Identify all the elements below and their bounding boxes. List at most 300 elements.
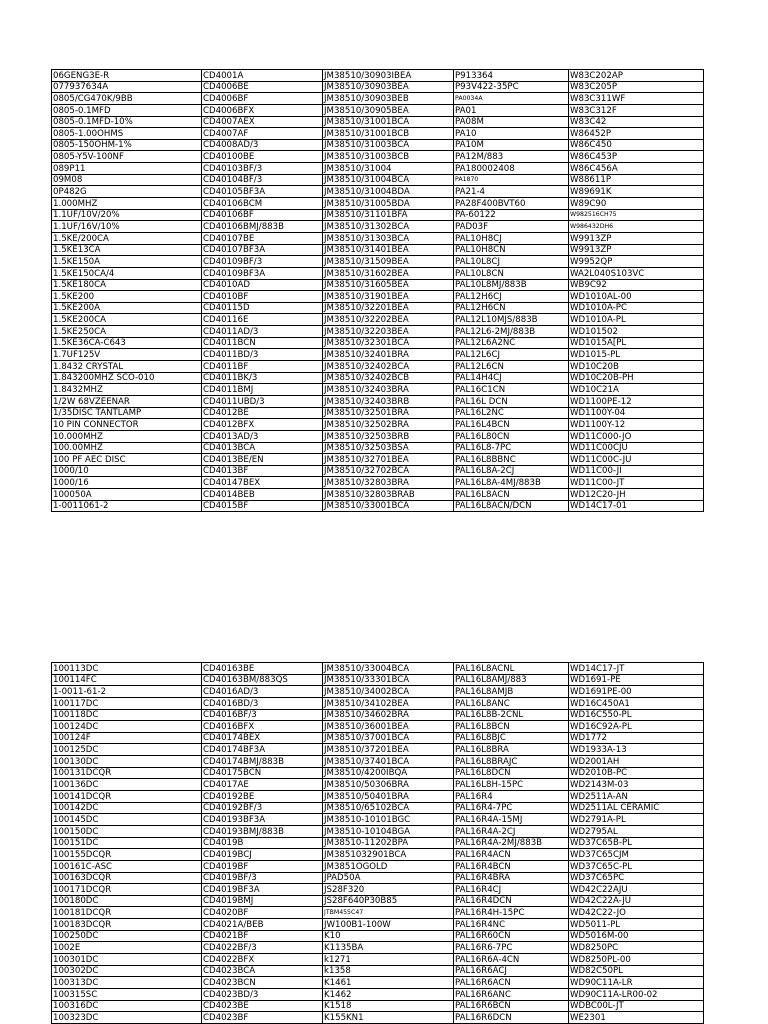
table-cell: CD4011BCN <box>202 337 323 349</box>
table-cell: W83C205P <box>569 81 704 93</box>
table-cell: 1.5KE36CA-C643 <box>52 337 202 349</box>
table-cell: JM38510/32203BEA <box>323 326 454 338</box>
table-cell: 09M08 <box>52 174 202 186</box>
table-cell: K155KN1 <box>323 1012 454 1024</box>
table-row <box>52 361 704 373</box>
table-cell: PAL16L8H-15PC <box>454 779 569 791</box>
table-cell: CD4006BFX <box>202 104 323 116</box>
table-cell: WB9C92 <box>569 279 704 291</box>
table-cell: CD4010AD <box>202 279 323 291</box>
table-cell: W88611P <box>569 174 704 186</box>
table-row <box>52 942 704 954</box>
table-cell: WD16C550-PL <box>569 709 704 721</box>
table-cell: 100161C-ASC <box>52 860 202 872</box>
table-cell: CD40100BE <box>202 151 323 163</box>
table-cell: JM38510/32301BCA <box>323 337 454 349</box>
table-cell: W86C453P <box>569 151 704 163</box>
table-cell: PAL16R4NC <box>454 919 569 931</box>
table-cell: WD2791A-PL <box>569 814 704 826</box>
table-cell: JM38510/36001BEA <box>323 721 454 733</box>
table-cell: JM38510/31401BEA <box>323 244 454 256</box>
table-cell: PAL16R4ACN <box>454 849 569 861</box>
table-cell: PAL10L8CN <box>454 267 569 279</box>
table-cell: 100118DC <box>52 709 202 721</box>
table-cell: JM38510/30903BEB <box>323 93 454 105</box>
table-cell: WD1010A-PC <box>569 302 704 314</box>
table-cell: PAL10H8CJ <box>454 232 569 244</box>
table-cell: JM38510/65102BCA <box>323 802 454 814</box>
table-cell: PA08M <box>454 116 569 128</box>
table-cell: PAL16L4BCN <box>454 419 569 431</box>
table-cell: P913364 <box>454 70 569 82</box>
table-cell: PAL16R4A-2MJ/883B <box>454 837 569 849</box>
table-cell: CD40106BF <box>202 209 323 221</box>
table-cell: WD90C11A-LR00-02 <box>569 988 704 1000</box>
table-cell: 100316DC <box>52 1000 202 1012</box>
table-cell: WD11C00-JI <box>569 465 704 477</box>
table-cell: 100 PF AEC DISC <box>52 454 202 466</box>
table-row <box>52 163 704 175</box>
table-cell: PA12M/883 <box>454 151 569 163</box>
table-cell: 100181DCQR <box>52 907 202 919</box>
table-cell: CD4014BEB <box>202 489 323 501</box>
table-row <box>52 814 704 826</box>
table-cell: PAL16R4-7PC <box>454 802 569 814</box>
table-cell: 100301DC <box>52 954 202 966</box>
table-cell: 100131DCQR <box>52 767 202 779</box>
table-row <box>52 756 704 768</box>
table-cell: W83C312F <box>569 104 704 116</box>
table-cell: 1.5KE180CA <box>52 279 202 291</box>
table-cell: JM38510/32403BRA <box>323 384 454 396</box>
table-cell: JTBM455C47 <box>323 907 454 919</box>
table-cell: WD2143M-03 <box>569 779 704 791</box>
table-cell: WD2511AL CERAMIC <box>569 802 704 814</box>
table-row <box>52 430 704 442</box>
table-row <box>52 442 704 454</box>
table-cell: 10.000MHZ <box>52 430 202 442</box>
table-cell: JM38510/31001BCA <box>323 116 454 128</box>
table-cell: CD4021A/BEB <box>202 919 323 931</box>
table-cell: CD4022BFX <box>202 954 323 966</box>
table-cell: JM38510/32201BEA <box>323 302 454 314</box>
table-row <box>52 302 704 314</box>
table-cell: 100315SC <box>52 988 202 1000</box>
table-cell: CD4013BE/EN <box>202 454 323 466</box>
table-cell: CD40174BMJ/883B <box>202 756 323 768</box>
table-cell: PAL12L6CJ <box>454 349 569 361</box>
table-cell: W83C202AP <box>569 70 704 82</box>
table-cell: JS28F640P30B85 <box>323 895 454 907</box>
table-cell: PA180002408 <box>454 163 569 175</box>
table-cell: CD4016BFX <box>202 721 323 733</box>
table-cell: CD4011BK/3 <box>202 372 323 384</box>
table-cell: PAL16R6ACN <box>454 977 569 989</box>
table-cell: 100125DC <box>52 744 202 756</box>
table-cell: JM38510/32803BRA <box>323 477 454 489</box>
table-cell: CD4006BE <box>202 81 323 93</box>
table-cell: 100150DC <box>52 825 202 837</box>
table-cell: WD10C21A <box>569 384 704 396</box>
table-cell: WD8250PL-00 <box>569 954 704 966</box>
table-cell: PAL16R6DCN <box>454 1012 569 1024</box>
table-cell: WD37C65PC <box>569 872 704 884</box>
table-cell: PA21-4 <box>454 186 569 198</box>
table-cell: WD42C22A-JU <box>569 895 704 907</box>
parts-table-bottom <box>51 662 704 1024</box>
table-row <box>52 954 704 966</box>
table-row <box>52 326 704 338</box>
table-cell: CD40109BF3A <box>202 267 323 279</box>
table-row <box>52 779 704 791</box>
table-cell: WD16C450A1 <box>569 697 704 709</box>
table-cell: 100124F <box>52 732 202 744</box>
table-cell: CD4019BMJ <box>202 895 323 907</box>
table-cell: WD1691-PE <box>569 674 704 686</box>
table-cell: CD40163BE <box>202 663 323 675</box>
table-cell: CD40106BCM <box>202 198 323 210</box>
table-cell: WA2L040S103VC <box>569 267 704 279</box>
table-cell: WD1100Y-04 <box>569 407 704 419</box>
table-cell: PAL16R4BCN <box>454 860 569 872</box>
table-cell: CD4023BD/3 <box>202 988 323 1000</box>
table-cell: 1.5KE/200CA <box>52 232 202 244</box>
table-cell: CD4013BF <box>202 465 323 477</box>
table-cell: JM38510/32803BRAB <box>323 489 454 501</box>
table-cell: PA0034A <box>454 93 569 105</box>
table-cell: 1.8432MHZ <box>52 384 202 396</box>
table-cell: PAL16R4A-15MJ <box>454 814 569 826</box>
table-cell: WD2795AL <box>569 825 704 837</box>
table-cell: 1.843200MHZ SCO-010 <box>52 372 202 384</box>
table-cell: WD16C92A-PL <box>569 721 704 733</box>
table-cell: JM38510/32502BRA <box>323 419 454 431</box>
table-cell: 1-0011061-2 <box>52 500 202 512</box>
table-cell: CD4016BD/3 <box>202 697 323 709</box>
table-cell: 100155DCQR <box>52 849 202 861</box>
table-row <box>52 674 704 686</box>
table-row <box>52 477 704 489</box>
table-cell: JM38510/37201BEA <box>323 744 454 756</box>
table-cell: CD40115D <box>202 302 323 314</box>
table-cell: PAL16L8A-4MJ/883B <box>454 477 569 489</box>
table-cell: 100.00MHZ <box>52 442 202 454</box>
table-row <box>52 500 704 512</box>
table-row <box>52 349 704 361</box>
table-cell: WD42C22-JO <box>569 907 704 919</box>
table-cell: CD40174BF3A <box>202 744 323 756</box>
table-cell: JM38510/31509BEA <box>323 256 454 268</box>
table-row <box>52 104 704 116</box>
table-cell: PAL12L6-2MJ/883B <box>454 326 569 338</box>
table-cell: JM38510/37401BCA <box>323 756 454 768</box>
table-cell: PAL16L8AMJ/883 <box>454 674 569 686</box>
table-cell: PAL16L8ACN/DCN <box>454 500 569 512</box>
table-cell: WD1010A-PL <box>569 314 704 326</box>
table-cell: PAL12L10MJS/883B <box>454 314 569 326</box>
table-cell: PA10M <box>454 139 569 151</box>
table-cell: WD2511A-AN <box>569 791 704 803</box>
table-cell: JPAD50A <box>323 872 454 884</box>
table-cell: 0805-1.00OHMS <box>52 128 202 140</box>
table-cell: PAL12H6CN <box>454 302 569 314</box>
table-cell: JM38510/32702BCA <box>323 465 454 477</box>
table-cell: CD40106BMJ/883B <box>202 221 323 233</box>
table-row <box>52 454 704 466</box>
table-row <box>52 791 704 803</box>
table-cell: WD1015A[PL <box>569 337 704 349</box>
table-cell: CD4011BMJ <box>202 384 323 396</box>
table-cell: 100141DCQR <box>52 791 202 803</box>
table-row <box>52 1000 704 1012</box>
table-cell: CD40163BM/883QS <box>202 674 323 686</box>
table-cell: WD1933A-13 <box>569 744 704 756</box>
table-cell: JM38510/32501BRA <box>323 407 454 419</box>
table-cell: WD11C00-JT <box>569 477 704 489</box>
table-cell: PAL16R6ACJ <box>454 965 569 977</box>
table-cell: JS28F320 <box>323 884 454 896</box>
table-cell: WD5011-PL <box>569 919 704 931</box>
table-cell: JM38510/31003BCB <box>323 151 454 163</box>
table-cell: JM38510/34102BEA <box>323 697 454 709</box>
table-cell: PAL16L DCN <box>454 395 569 407</box>
table-row <box>52 686 704 698</box>
table-cell: JM38510-10104BGA <box>323 825 454 837</box>
table-cell: WE2301 <box>569 1012 704 1024</box>
table-row <box>52 128 704 140</box>
table-cell: PAL16L8ANC <box>454 697 569 709</box>
table-cell: CD4022BF/3 <box>202 942 323 954</box>
table-cell: 06GENG3E-R <box>52 70 202 82</box>
table-cell: PAL16L8BJC <box>454 732 569 744</box>
table-cell: PAL16C1CN <box>454 384 569 396</box>
table-cell: 1.8432 CRYSTAL <box>52 361 202 373</box>
table-cell: CD4020BF <box>202 907 323 919</box>
table-cell: CD40174BEX <box>202 732 323 744</box>
table-cell: WD1100PE-12 <box>569 395 704 407</box>
table-cell: CD40107BF3A <box>202 244 323 256</box>
table-cell: WD37C65B-PL <box>569 837 704 849</box>
table-cell: W9952QP <box>569 256 704 268</box>
table-cell: JM38510/31004BDA <box>323 186 454 198</box>
table-cell: JM38510/31001BCB <box>323 128 454 140</box>
table-cell: PAL16L8AMJB <box>454 686 569 698</box>
table-cell: WD11C00CJU <box>569 442 704 454</box>
table-cell: JM38510/31302BCA <box>323 221 454 233</box>
table-row <box>52 419 704 431</box>
table-row <box>52 186 704 198</box>
table-cell: PAL10L8CJ <box>454 256 569 268</box>
table-cell: PAL16L8B-2CNL <box>454 709 569 721</box>
table-cell: JM38510/34602BRA <box>323 709 454 721</box>
table-cell: JM38510/50401BRA <box>323 791 454 803</box>
table-cell: JM38510/33004BCA <box>323 663 454 675</box>
table-cell: CD40193BF3A <box>202 814 323 826</box>
table-row <box>52 837 704 849</box>
table-cell: 100250DC <box>52 930 202 942</box>
table-cell: JM38510/31003BCA <box>323 139 454 151</box>
table-cell: CD4019BF <box>202 860 323 872</box>
table-cell: PAL16R6BCN <box>454 1000 569 1012</box>
table-cell: 1002E <box>52 942 202 954</box>
table-row <box>52 977 704 989</box>
table-cell: PAL12L6CN <box>454 361 569 373</box>
table-cell: W89691K <box>569 186 704 198</box>
table-row <box>52 70 704 82</box>
table-row <box>52 407 704 419</box>
table-row <box>52 198 704 210</box>
table-row <box>52 849 704 861</box>
table-cell: 1.5KE200A <box>52 302 202 314</box>
table-cell: 077937634A <box>52 81 202 93</box>
table-row <box>52 174 704 186</box>
table-cell: CD4016AD/3 <box>202 686 323 698</box>
table-row <box>52 860 704 872</box>
table-cell: CD40192BF/3 <box>202 802 323 814</box>
table-cell: K1135BA <box>323 942 454 954</box>
table-cell: CD4007AEX <box>202 116 323 128</box>
table-cell: PAL16L8BCN <box>454 721 569 733</box>
table-cell: WD8250PC <box>569 942 704 954</box>
table-row <box>52 93 704 105</box>
table-cell: WD90C11A-LR <box>569 977 704 989</box>
table-cell: JM38510/32503BSA <box>323 442 454 454</box>
table-cell: JM38510/4200IBQA <box>323 767 454 779</box>
table-row <box>52 988 704 1000</box>
table-cell: CD4011UBD/3 <box>202 395 323 407</box>
table-row <box>52 709 704 721</box>
table-cell: CD4012BE <box>202 407 323 419</box>
table-cell: PAD03F <box>454 221 569 233</box>
table-cell: WD14C17-JT <box>569 663 704 675</box>
table-cell: CD40193BMJ/883B <box>202 825 323 837</box>
table-cell: 100180DC <box>52 895 202 907</box>
table-cell: JM38510/30903IBEA <box>323 70 454 82</box>
table-row <box>52 767 704 779</box>
table-cell: W83C311WF <box>569 93 704 105</box>
table-cell: PAL16L8DCN <box>454 767 569 779</box>
table-row <box>52 337 704 349</box>
table-cell: JM3851032901BCA <box>323 849 454 861</box>
table-cell: PA1870 <box>454 174 569 186</box>
table-cell: 1-0011-61-2 <box>52 686 202 698</box>
table-cell: 0P482G <box>52 186 202 198</box>
table-cell: 100124DC <box>52 721 202 733</box>
table-cell: CD4015BF <box>202 500 323 512</box>
table-row <box>52 209 704 221</box>
table-cell: 100113DC <box>52 663 202 675</box>
table-cell: PAL16L2NC <box>454 407 569 419</box>
table-row <box>52 489 704 501</box>
table-cell: 089P11 <box>52 163 202 175</box>
table-cell: JM38510/32402BCA <box>323 361 454 373</box>
table-row <box>52 965 704 977</box>
table-cell: CD4011AD/3 <box>202 326 323 338</box>
table-row <box>52 384 704 396</box>
table-cell: W982516CH75 <box>569 209 704 221</box>
table-cell: 100136DC <box>52 779 202 791</box>
table-cell: W89C90 <box>569 198 704 210</box>
table-cell: JM38510/31602BEA <box>323 267 454 279</box>
table-cell: CD4023BF <box>202 1012 323 1024</box>
table-cell: CD40116E <box>202 314 323 326</box>
table-cell: 1.5KE13CA <box>52 244 202 256</box>
table-cell: K10 <box>323 930 454 942</box>
table-cell: WD2010B-PC <box>569 767 704 779</box>
table-cell: WD1010AL-00 <box>569 291 704 303</box>
table-row <box>52 151 704 163</box>
table-row <box>52 256 704 268</box>
table-cell: PAL16R4H-15PC <box>454 907 569 919</box>
table-cell: 1.5KE250CA <box>52 326 202 338</box>
table-cell: CD4019BCJ <box>202 849 323 861</box>
table-cell: CD40105BF3A <box>202 186 323 198</box>
table-cell: 10 PIN CONNECTOR <box>52 419 202 431</box>
table-cell: PAL12H6CJ <box>454 291 569 303</box>
table-cell: JM38510/31004 <box>323 163 454 175</box>
table-cell: WD37C65CJM <box>569 849 704 861</box>
table-cell: JM38510/31101BFA <box>323 209 454 221</box>
table-cell: CD4013AD/3 <box>202 430 323 442</box>
table-cell: CD4012BFX <box>202 419 323 431</box>
table-cell: 100114FC <box>52 674 202 686</box>
table-row <box>52 802 704 814</box>
table-cell: PAL16L8BRA <box>454 744 569 756</box>
table-cell: 0805-0.1MFD-10% <box>52 116 202 128</box>
table-row <box>52 465 704 477</box>
table-row <box>52 116 704 128</box>
table-cell: 1.5KE200CA <box>52 314 202 326</box>
table-cell: CD4017AE <box>202 779 323 791</box>
table-cell: 1000/10 <box>52 465 202 477</box>
table-cell: JM38510/32402BCB <box>323 372 454 384</box>
table-cell: CD4011BD/3 <box>202 349 323 361</box>
table-cell: CD4023BCN <box>202 977 323 989</box>
table-cell: JM38510/33301BCA <box>323 674 454 686</box>
table-cell: 100163DCQR <box>52 872 202 884</box>
table-cell: W86C450 <box>569 139 704 151</box>
table-row <box>52 872 704 884</box>
table-cell: PAL10H8CN <box>454 244 569 256</box>
table-cell: PAL16R4 <box>454 791 569 803</box>
table-cell: PAL16L8BBNC <box>454 454 569 466</box>
table-cell: WD1772 <box>569 732 704 744</box>
table-cell: CD4021BF <box>202 930 323 942</box>
table-row <box>52 372 704 384</box>
table-cell: PAL16L8-7PC <box>454 442 569 454</box>
table-row <box>52 291 704 303</box>
table-row <box>52 895 704 907</box>
table-cell: JM38510/32202BEA <box>323 314 454 326</box>
table-cell: W86452P <box>569 128 704 140</box>
table-cell: JM38510-11202BPA <box>323 837 454 849</box>
table-cell: 100171DCQR <box>52 884 202 896</box>
table-cell: CD40103BF/3 <box>202 163 323 175</box>
table-cell: 100313DC <box>52 977 202 989</box>
table-cell: CD4006BF <box>202 93 323 105</box>
table-cell: JM38510/31004BCA <box>323 174 454 186</box>
table-cell: 1/2W 68VZEENAR <box>52 395 202 407</box>
table-cell: WD10C20B-PH <box>569 372 704 384</box>
table-cell: JM38510/30905BEA <box>323 104 454 116</box>
table-cell: 1.5KE200 <box>52 291 202 303</box>
table-cell: 100151DC <box>52 837 202 849</box>
table-cell: 100323DC <box>52 1012 202 1024</box>
table-cell: PAL10L8MJ/883B <box>454 279 569 291</box>
table-row <box>52 919 704 931</box>
table-cell: JM38510/31303BCA <box>323 232 454 244</box>
table-cell: JM38510/34002BCA <box>323 686 454 698</box>
